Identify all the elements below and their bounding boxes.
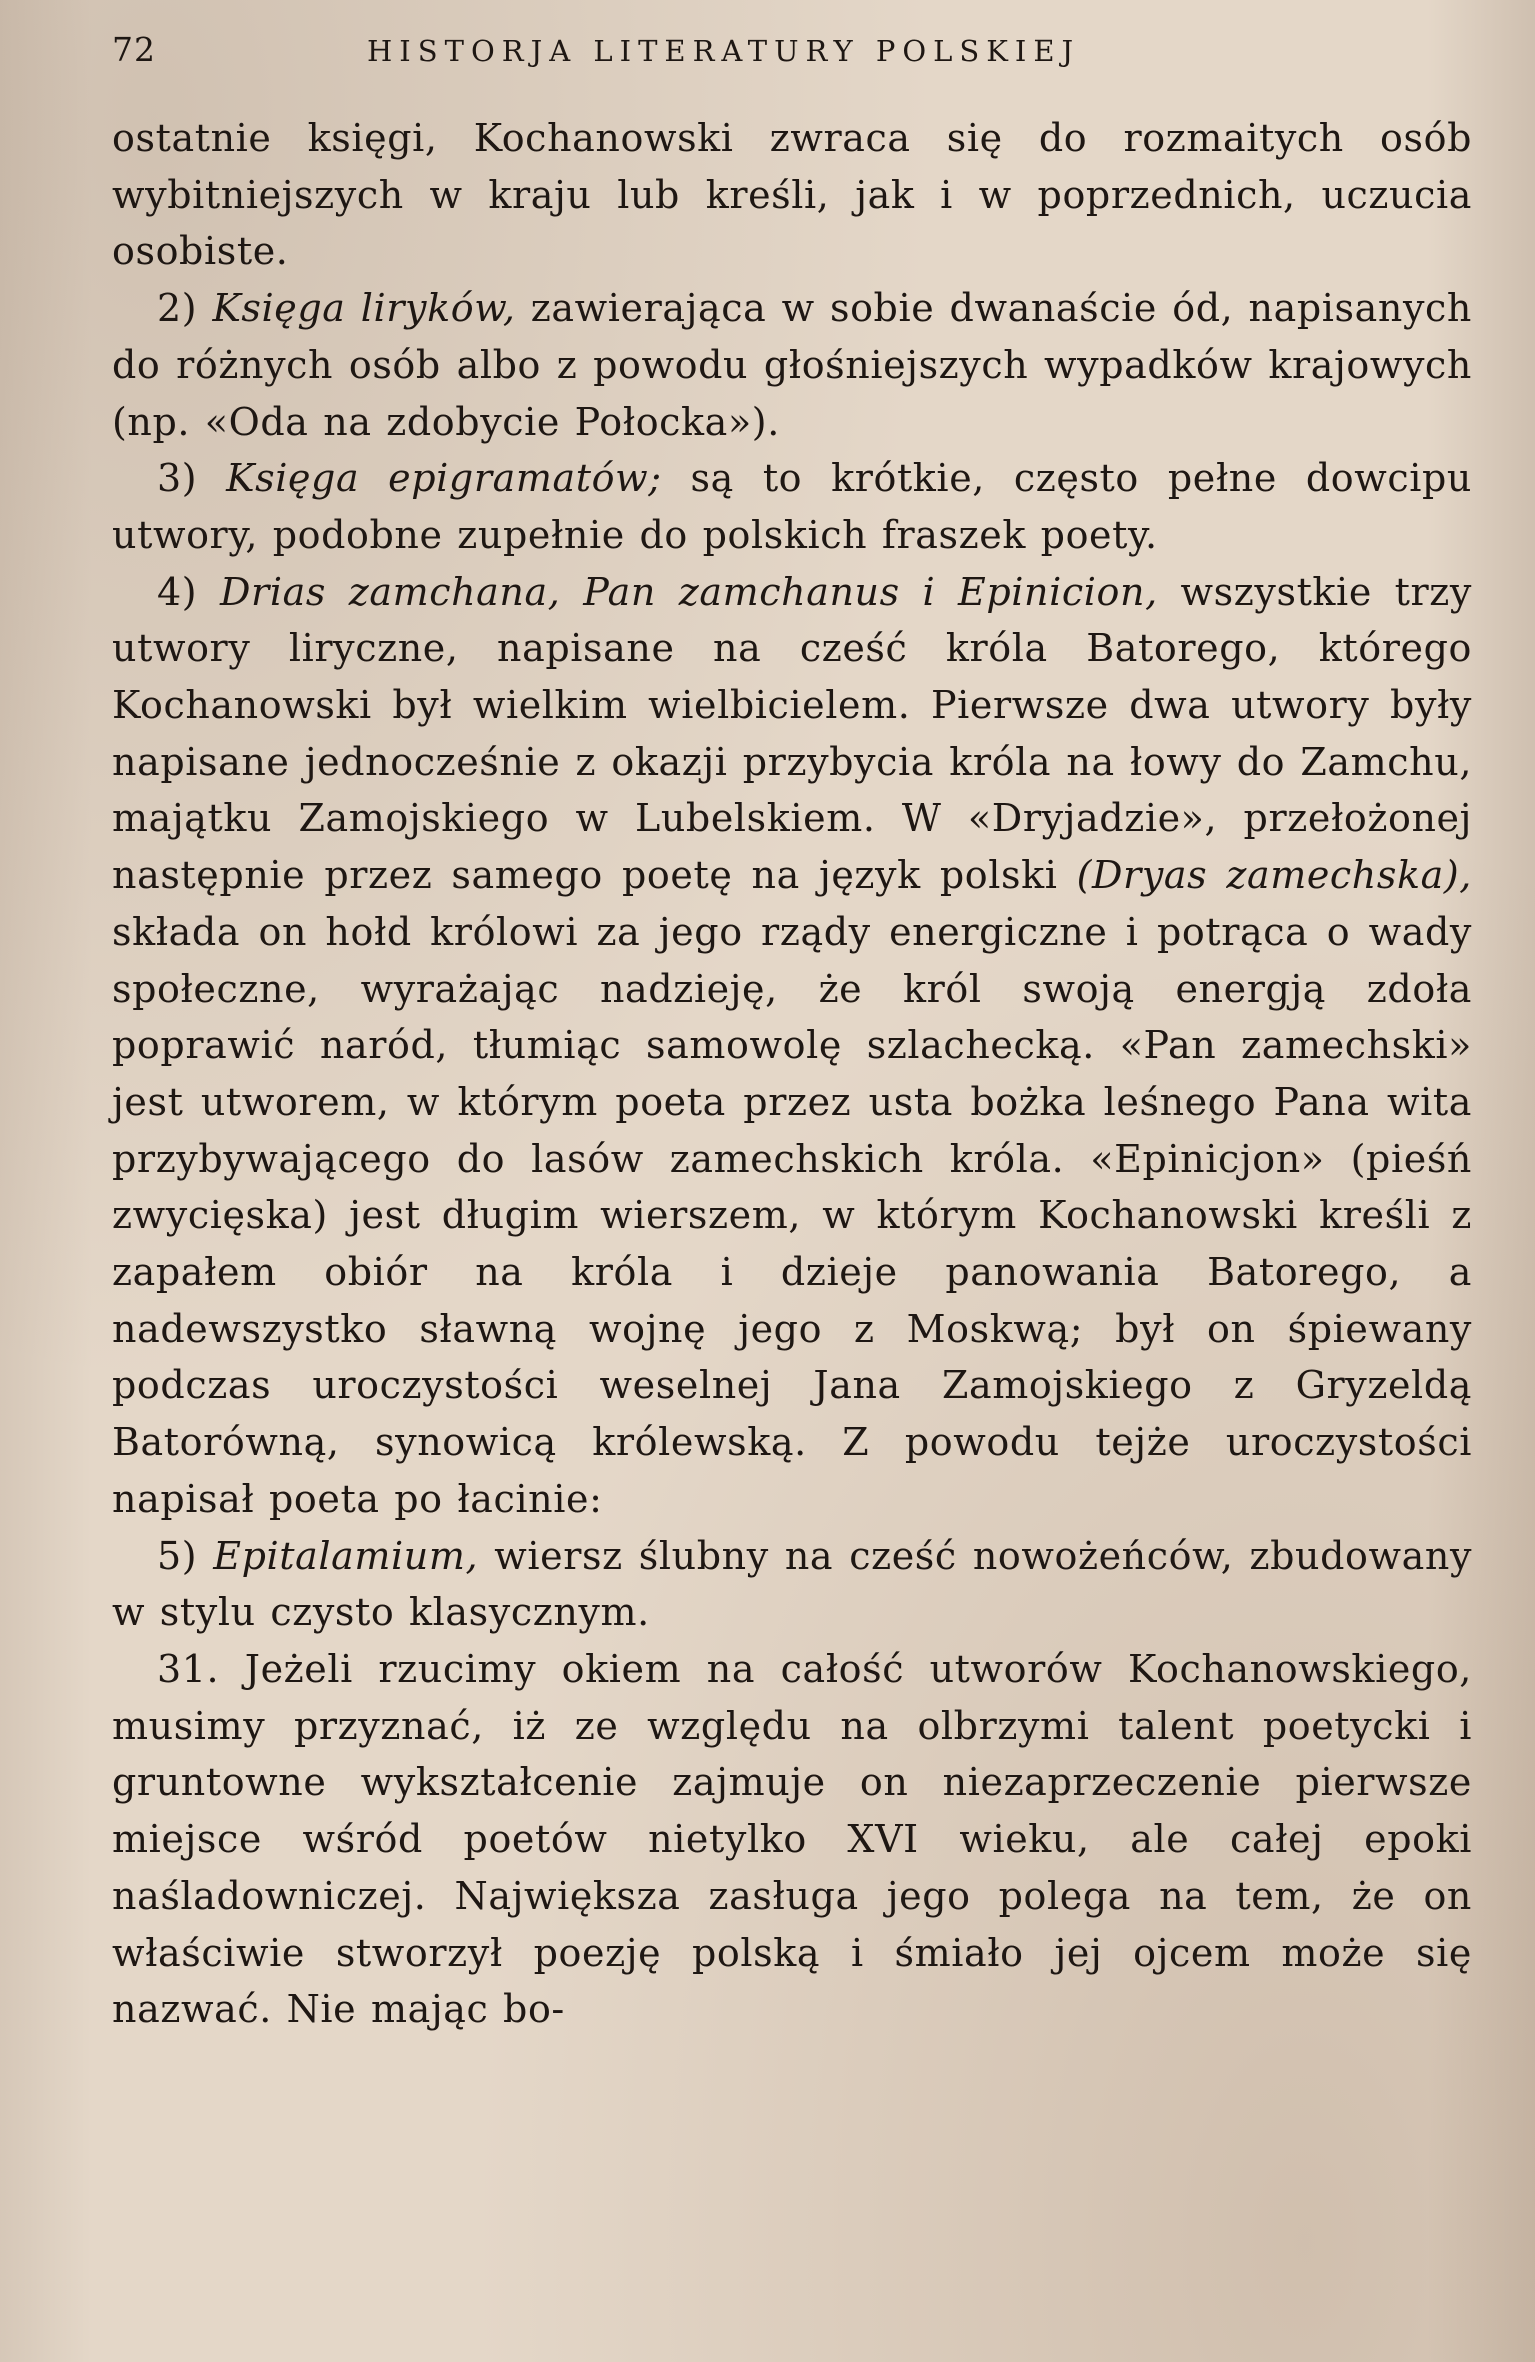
item-inline-title: (Dryas zamechska), bbox=[1076, 853, 1472, 898]
list-item-4 bbox=[112, 564, 1472, 1528]
item-text: wiersz ślubny na cześć nowożeńców, zbudowany w stylu czysto klasycznym. bbox=[112, 1533, 1473, 1635]
item-text-after: składa on hołd królowi za jego rządy energiczne i potrąca o wady społeczne, wyrażając nadzieję, że król swoją energją zdoła poprawić naród, tłumiąc samowolę szlachecką. «Pan zamechski» jest utworem, w którym poeta przez usta bożka leśnego Pana wita przybywającego do lasów zamechskich króla. «Epinicjon» (pieśń zwycięska) jest długim wierszem, w którym Kochanowski kreśli z zapałem obiór na króla i dzieje panowania Batorego, a nadewszystko sławną wojnę jego z Moskwą; był on śpiewany podczas uroczystości weselnej Jana Zamojskiego z Gryzeldą Batorówną, synowicą królewską. Z powodu tejże uroczystości napisał poeta po łacinie: bbox=[112, 909, 1472, 1521]
item-title: Drias zamchana, Pan zamchanus i Epinicion, bbox=[219, 569, 1158, 614]
item-number: 5) bbox=[157, 1533, 198, 1578]
section-number: 31. bbox=[157, 1646, 220, 1691]
paragraph-continuation bbox=[112, 110, 1472, 280]
item-text-before: wszystkie trzy utwory liryczne, napisane na cześć króla Batorego, którego Kochanowski był wielkim wielbicielem. Pierwsze dwa utwory były napisane jednocześnie z okazji przybycia króla na łowy do Zamchu, majątku Zamojskiego w Lubelskiem. W «Dryjadzie», przełożonej następnie przez samego poetę na język polski bbox=[112, 569, 1473, 898]
item-text: są to krótkie, często pełne dowcipu utwory, podobne zupełnie do polskich fraszek poety. bbox=[112, 456, 1472, 557]
list-item-3 bbox=[112, 450, 1472, 563]
item-title: Księga liryków, bbox=[212, 286, 516, 331]
item-text: zawierająca w sobie dwanaście ód, napisanych do różnych osób albo z powodu głośniejszych wypadków krajowych (np. «Oda na zdobycie Połocka»). bbox=[112, 286, 1472, 444]
page-header bbox=[112, 22, 1472, 82]
item-number: 4) bbox=[157, 569, 198, 614]
item-number: 2) bbox=[157, 286, 198, 331]
body-text bbox=[112, 110, 1472, 2038]
running-title: HISTORJA LITERATURY POLSKIEJ bbox=[367, 34, 1081, 68]
section-31 bbox=[112, 1641, 1472, 2038]
paragraph-text: ostatnie księgi, Kochanowski zwraca się do rozmaitych osób wybitniejszych w kraju lub kreśli, jak i w poprzednich, uczucia osobiste. bbox=[112, 116, 1472, 274]
section-text: Jeżeli rzucimy okiem na całość utworów Kochanowskiego, musimy przyznać, iż ze względu na olbrzymi talent poetycki i gruntowne wykształcenie zajmuje on niezaprzeczenie pierwsze miejsce wśród poetów nietylko XVI wieku, ale całej epoki naśladowniczej. Największa zasługa jego polega na tem, że on właściwie stworzył poezję polską i śmiało jej ojcem może się nazwać. Nie mając bo- bbox=[112, 1646, 1472, 2032]
item-title: Epitalamium, bbox=[213, 1533, 479, 1578]
list-item-2 bbox=[112, 280, 1472, 450]
item-number: 3) bbox=[157, 456, 198, 501]
list-item-5 bbox=[112, 1528, 1472, 1641]
page-number: 72 bbox=[112, 30, 156, 69]
book-page bbox=[112, 22, 1472, 2342]
item-title: Księga epigramatów; bbox=[226, 456, 662, 501]
